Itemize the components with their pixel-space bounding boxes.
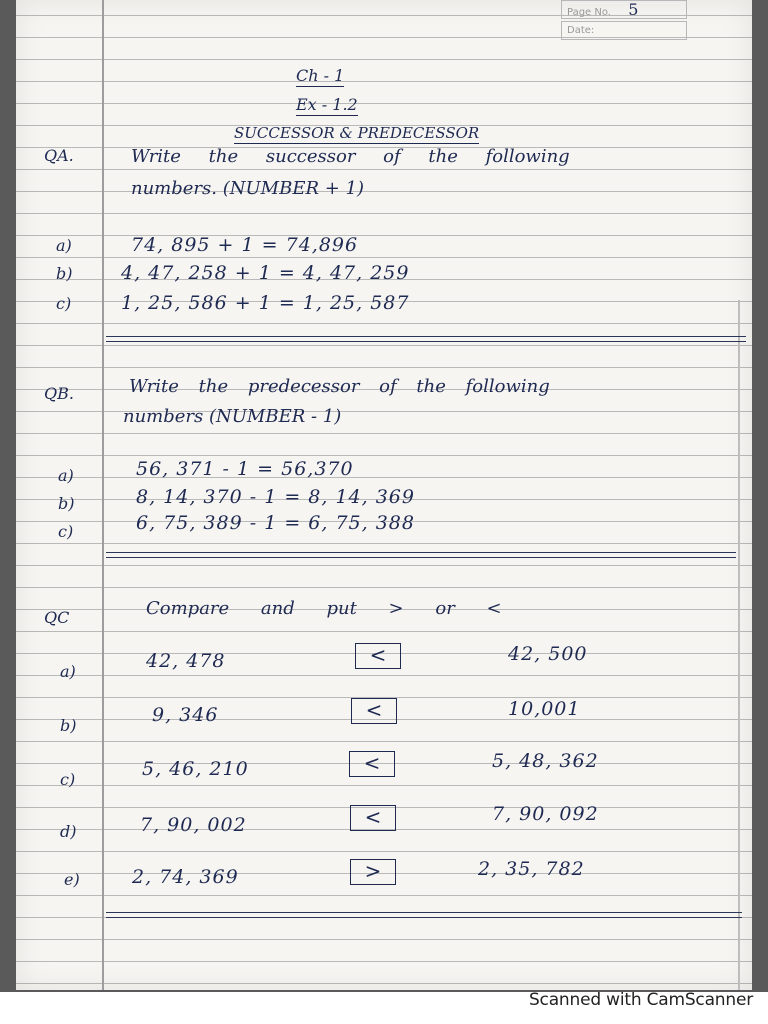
chapter-title: Ch - 1	[296, 66, 345, 85]
qb-b-expr: 8, 14, 370 - 1 = 8, 14, 369	[136, 486, 415, 508]
qc-b-right: 10,001	[508, 698, 581, 720]
qb-a-letter: a)	[58, 466, 74, 485]
qc-b-symbol: <	[351, 698, 397, 724]
notebook-page	[16, 0, 752, 990]
qb-b-letter: b)	[58, 494, 75, 513]
qc-d-letter: d)	[60, 822, 77, 841]
qc-c-right: 5, 48, 362	[492, 750, 599, 772]
qc-e-right: 2, 35, 782	[478, 858, 585, 880]
qb-c-expr: 6, 75, 389 - 1 = 6, 75, 388	[136, 512, 415, 534]
qa-line2: numbers. (NUMBER + 1)	[131, 178, 365, 199]
qa-b-expr: 4, 47, 258 + 1 = 4, 47, 259	[121, 262, 410, 284]
qc-a-left: 42, 478	[146, 650, 226, 672]
qa-a-expr: 74, 895 + 1 = 74,896	[131, 234, 359, 256]
page-info-box	[561, 0, 687, 38]
qc-d-symbol: <	[350, 805, 396, 831]
qc-e-left: 2, 74, 369	[132, 866, 239, 888]
qc-b-letter: b)	[60, 716, 77, 735]
qc-c-letter: c)	[60, 770, 76, 789]
scanner-watermark: Scanned with CamScanner	[528, 990, 753, 1010]
qc-c-symbol: <	[349, 751, 395, 777]
qa-line1: Write the successor of the following	[131, 146, 570, 167]
qc-a-symbol: <	[355, 643, 401, 669]
qc-d-left: 7, 90, 002	[140, 814, 247, 836]
margin-line	[102, 0, 104, 990]
qc-a-right: 42, 500	[508, 643, 588, 665]
page-number-row	[561, 0, 687, 19]
qc-label: QC	[44, 608, 70, 627]
qc-instruction: Compare and put > or <	[146, 598, 502, 619]
qa-c-letter: c)	[56, 294, 72, 313]
date-label: Date:	[567, 25, 595, 36]
qc-b-left: 9, 346	[152, 704, 219, 726]
page-label: Page No.	[567, 7, 611, 18]
right-margin-line	[738, 300, 740, 990]
topic-title: SUCCESSOR & PREDECESSOR	[234, 124, 480, 142]
date-row	[561, 21, 687, 40]
qc-e-symbol: >	[350, 859, 396, 885]
qc-a-letter: a)	[60, 662, 76, 681]
qb-label: QB.	[44, 384, 74, 403]
page-number: 5	[628, 0, 639, 19]
qa-a-letter: a)	[56, 236, 72, 255]
section-divider-qc	[106, 912, 742, 918]
qa-b-letter: b)	[56, 264, 73, 283]
qc-e-letter: e)	[64, 870, 80, 889]
qb-a-expr: 56, 371 - 1 = 56,370	[136, 458, 354, 480]
section-divider-qa	[106, 336, 746, 342]
qc-d-right: 7, 90, 092	[492, 803, 599, 825]
qc-c-left: 5, 46, 210	[142, 758, 249, 780]
section-divider-qb	[106, 552, 736, 558]
qb-line1: Write the predecessor of the following	[129, 376, 550, 397]
qb-c-letter: c)	[58, 522, 74, 541]
qb-line2: numbers (NUMBER - 1)	[123, 406, 342, 427]
qa-c-expr: 1, 25, 586 + 1 = 1, 25, 587	[121, 292, 410, 314]
qa-label: QA.	[44, 146, 74, 165]
exercise-title: Ex - 1.2	[296, 95, 358, 114]
